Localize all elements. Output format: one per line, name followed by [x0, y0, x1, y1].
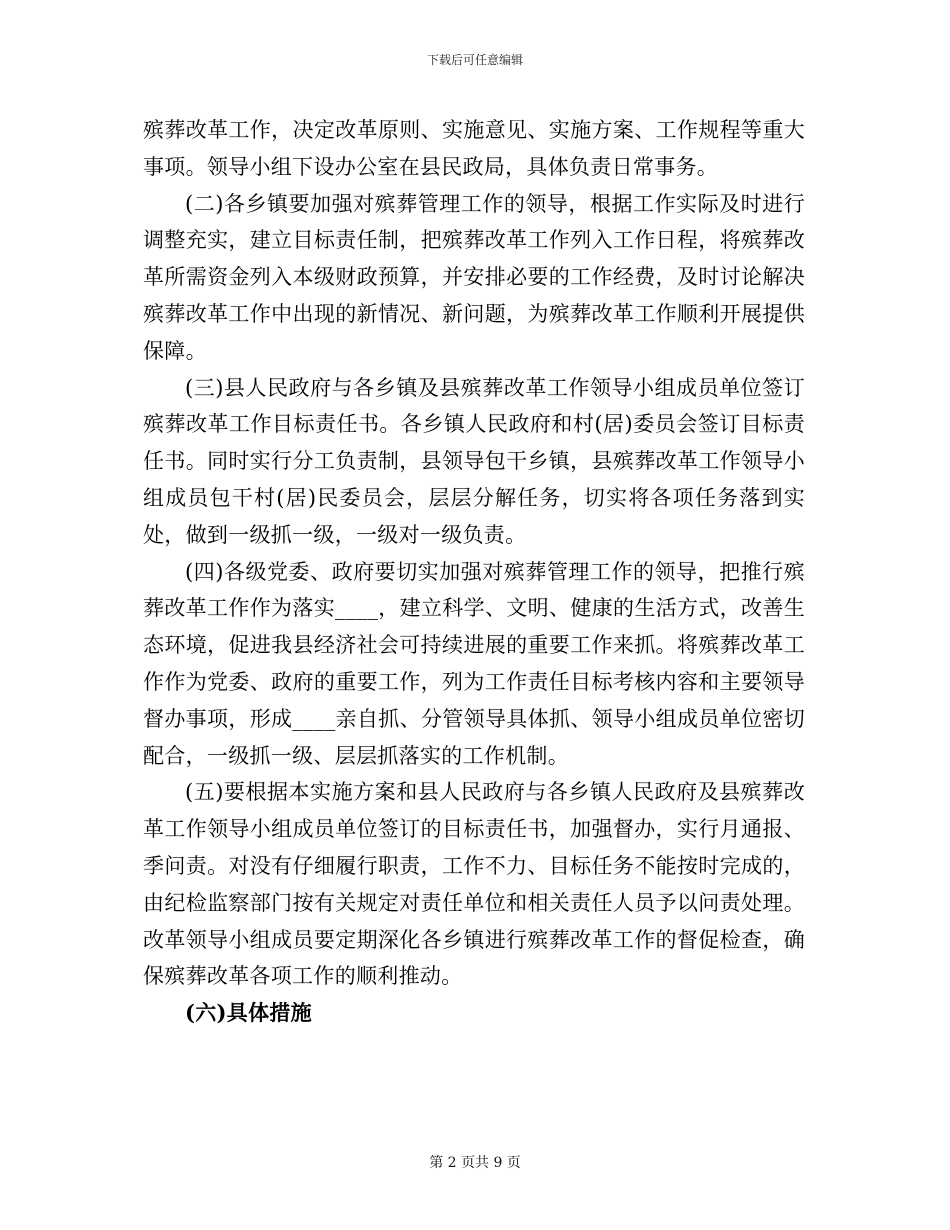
page-header-note: 下载后可任意编辑: [426, 53, 523, 67]
paragraph-section-5: (五)要根据本实施方案和县人民政府与各乡镇人民政府及县殡葬改革工作领导小组成员单位签订的目标责任书，加强督办，实行月通报、季问责。对没有仔细履行职责，工作不力、目标任务不能按时完成的，由纪检监察部门按有关规定对责任单位和相关责任人员予以问责处理。改革领导小组成员要定期深化各乡镇进行殡葬改革工作的督促检查，确保殡葬改革各项工作的顺利推动。: [143, 780, 805, 989]
paragraph-section-4: (四)各级党委、政府要切实加强对殡葬管理工作的领导，把推行殡葬改革工作作为落实____，建立科学、文明、健康的生活方式，改善生态环境，促进我县经济社会可持续进展的重要工作来抓。将殡葬改革工作作为党委、政府的重要工作，列为工作责任目标考核内容和主要领导督办事项，形成____亲自抓、分管领导具体抓、领导小组成员单位密切配合，一级抓一级、层层抓落实的工作机制。: [143, 559, 805, 768]
paragraph-section-3: (三)县人民政府与各乡镇及县殡葬改革工作领导小组成员单位签订殡葬改革工作目标责任书。各乡镇人民政府和村(居)委员会签订目标责任书。同时实行分工负责制，县领导包干乡镇，县殡葬改革工作领导小组成员包干村(居)民委员会，层层分解任务，切实将各项任务落到实处，做到一级抓一级，一级对一级负责。: [143, 375, 805, 547]
section-heading-6: (六)具体措施: [185, 1000, 312, 1026]
document-body: [143, 112, 805, 1032]
paragraph-continuation: 殡葬改革工作，决定改革原则、实施意见、实施方案、工作规程等重大事项。领导小组下设办公室在县民政局，具体负责日常事务。: [143, 118, 805, 179]
page-number: 第 2 页共 9 页: [429, 1155, 521, 1171]
paragraph-section-2: (二)各乡镇要加强对殡葬管理工作的领导，根据工作实际及时进行调整充实，建立目标责任制，把殡葬改革工作列入工作日程，将殡葬改革所需资金列入本级财政预算，并安排必要的工作经费，及时讨论解决殡葬改革工作中出现的新情况、新问题，为殡葬改革工作顺利开展提供保障。: [143, 191, 805, 363]
